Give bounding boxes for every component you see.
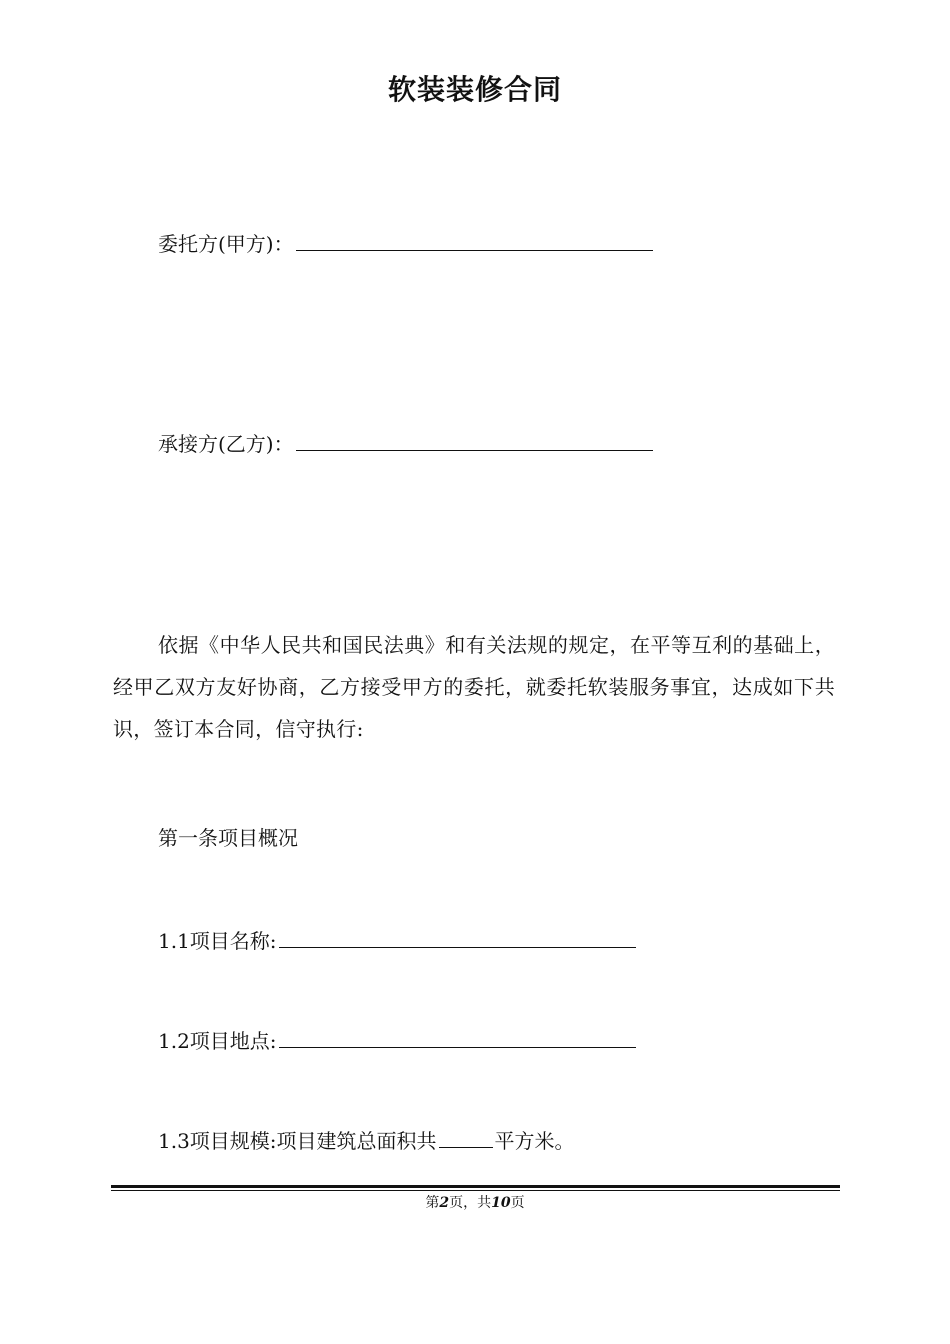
party-b-blank: [296, 428, 653, 451]
article-1-heading: 第一条项目概况: [158, 826, 298, 850]
page-number-total: 10: [491, 1195, 511, 1211]
item-1-3-blank: [439, 1125, 493, 1148]
footer-divider: [111, 1185, 840, 1191]
page-number-current: 2: [439, 1195, 450, 1211]
page-number-suffix: 页: [510, 1195, 525, 1211]
page-number-middle: 页，共: [449, 1195, 492, 1211]
item-1-3-suffix: 平方米。: [494, 1129, 575, 1153]
party-a-line: [158, 228, 653, 258]
party-b-line: [158, 428, 653, 458]
item-1-2-label: 1.2项目地点:: [158, 1029, 277, 1053]
document-title: 软装装修合同: [387, 73, 562, 106]
item-1-1-blank: [279, 925, 636, 948]
item-1-1-line: [158, 925, 636, 955]
item-1-2-line: [158, 1025, 636, 1055]
footer-divider-thick: [111, 1185, 840, 1188]
party-a-blank: [296, 228, 653, 251]
party-b-label: 承接方(乙方)：: [158, 432, 294, 456]
item-1-3-prefix: 1.3项目规模:项目建筑总面积共: [158, 1129, 437, 1153]
page-number-prefix: 第: [425, 1195, 440, 1211]
preamble-paragraph: 依据《中华人民共和国民法典》和有关法规的规定，在平等互利的基础上，经甲乙双方友好协商，乙方接受甲方的委托，就委托软装服务事宜，达成如下共识，签订本合同，信守执行:: [113, 633, 835, 741]
item-1-2-blank: [279, 1025, 636, 1048]
item-1-3-line: [158, 1125, 575, 1155]
party-a-label: 委托方(甲方)：: [158, 232, 294, 256]
page-footer: [0, 1194, 950, 1212]
footer-divider-thin: [111, 1190, 840, 1191]
item-1-1-label: 1.1项目名称:: [158, 929, 277, 953]
